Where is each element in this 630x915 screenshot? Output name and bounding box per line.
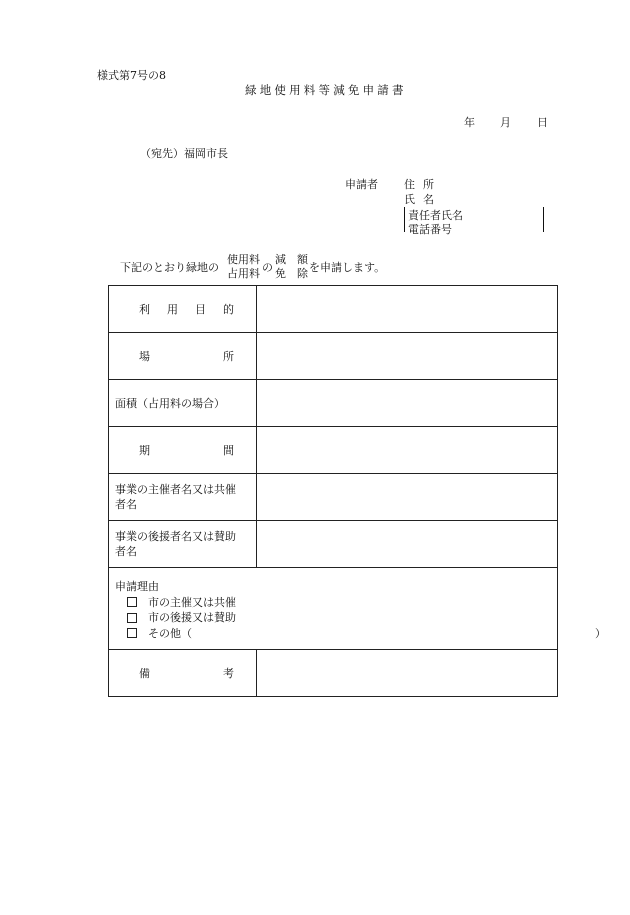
statement-prefix: 下記のとおり緑地の [120,261,219,274]
phone-label: 電話番号 [408,223,452,236]
checkbox-icon[interactable] [127,628,137,638]
form-number: 様式第7号の8 [97,69,166,82]
application-form-table [108,285,606,697]
applicant-label: 申請者 [345,178,378,191]
name-label: 氏名 [404,193,442,206]
date-day-label: 日 [537,116,548,129]
purpose-field[interactable] [257,286,558,333]
sponsor-field[interactable] [257,521,558,568]
row-remarks [109,650,558,697]
date-year-label: 年 [464,116,475,129]
remarks-field[interactable] [257,650,558,697]
period-label: 期 間 [109,427,257,474]
statement-fee-option-usage: 使用料 [227,253,260,266]
date-month-label: 月 [500,116,511,129]
place-field[interactable] [257,333,558,380]
area-label: 面積（占用料の場合） [109,380,257,427]
other-close-paren: ） [595,626,606,640]
place-label: 場 所 [109,333,257,380]
period-field[interactable] [257,427,558,474]
row-area [109,380,558,427]
row-purpose [109,286,558,333]
reason-cell [109,568,606,650]
checkbox-icon[interactable] [127,597,137,607]
row-sponsor [109,521,558,568]
document-title: 緑地使用料等減免申請書 [245,83,407,97]
organizer-field[interactable] [257,474,558,521]
row-reason [109,568,558,650]
row-place [109,333,558,380]
sponsor-label: 事業の後援者名又は賛助 者名 [109,521,257,568]
remarks-label: 備 考 [109,650,257,697]
row-period [109,427,558,474]
addressee: （宛先）福岡市長 [140,147,228,160]
row-organizer [109,474,558,521]
statement-suffix: を申請します。 [309,261,386,274]
reason-option-other[interactable]: その他（ ） [115,626,557,642]
area-field[interactable] [257,380,558,427]
address-label: 住所 [404,178,442,191]
reason-option-city-support[interactable]: 市の後援又は賛助 [115,610,557,626]
contact-person-label: 責任者氏名 [408,209,463,222]
statement-exemption-reduction: 減 額 [275,253,308,266]
statement-connector: の [262,261,273,274]
statement-fee-option-occupancy: 占用料 [227,267,260,280]
purpose-label: 利 用 目 的 [109,286,257,333]
reason-option-city-host[interactable]: 市の主催又は共催 [115,595,557,611]
reason-label: 申請理由 [115,580,159,593]
organizer-label: 事業の主催者名又は共催 者名 [109,474,257,521]
statement-exemption-waiver: 免 除 [275,267,308,280]
checkbox-icon[interactable] [127,613,137,623]
